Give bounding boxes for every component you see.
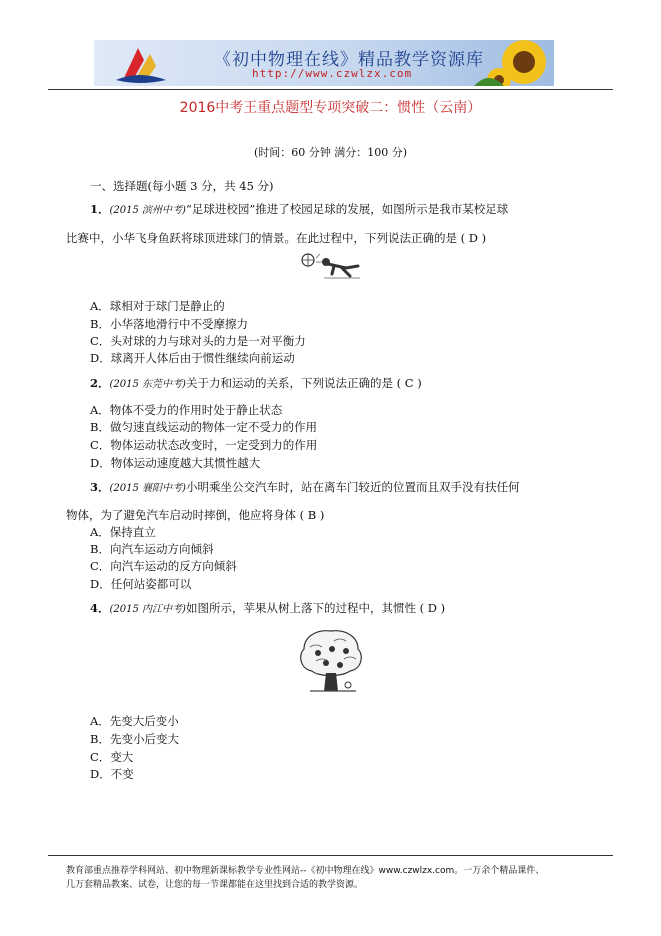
page-footer [66,864,606,892]
question-3-stem-line-1: 3．(2015 襄阳中考)小明乘坐公交汽车时，站在离车门较近的位置而且双手没有扶任何 [90,480,520,494]
footer-line-2: 几万套精品教案、试卷，让您的每一节课都能在这里找到合适的教学资源。 [66,880,364,890]
apple-tree-figure [296,627,366,695]
document-title: 2016中考王重点题型专项突破二：惯性（云南） [179,100,482,116]
question-3-option-c: C．向汽车运动的反方向倾斜 [90,559,237,573]
footer-rule [48,855,613,856]
question-1-option-d: D．球离开人体后由于惯性继续向前运动 [90,351,295,365]
question-4-stem: 4．(2015 内江中考)如图所示，苹果从树上落下的过程中，其惯性 ( D ) [90,601,446,615]
question-number: 3 [90,480,99,494]
question-4-option-d: D．不变 [90,767,134,781]
footer-line-1: 教育部重点推荐学科网站、初中物理新课标教学专业性网站--《初中物理在线》www.czwlzx.com。一万余个精品课件、 [66,866,545,876]
question-source: (2015 内江中考) [109,604,186,615]
question-3-option-a: A．保持直立 [90,525,156,539]
question-2-option-a: A．物体不受力的作用时处于静止状态 [90,403,283,417]
question-1-option-c: C．头对球的力与球对头的力是一对平衡力 [90,334,306,348]
section-heading: 一、选择题(每小题 3 分，共 45 分) [90,179,274,193]
soccer-header-figure [298,250,362,282]
banner-title: 《初中物理在线》精品教学资源库 [214,50,484,70]
question-4-option-a: A．先变大后变小 [90,714,179,728]
question-number: 1 [90,202,99,216]
question-number: 4 [90,601,99,615]
question-source: (2015 东莞中考) [109,379,186,390]
question-source: (2015 滨州中考) [109,205,186,216]
header-banner [94,40,554,86]
site-logo [116,48,166,83]
question-3-stem-line-2: 物体，为了避免汽车启动时摔倒，他应将身体 ( B ) [66,508,325,522]
question-1-stem-line-1: 1．(2015 滨州中考)“足球进校园”推进了校园足球的发展，如图所示是我市某校足球 [90,202,509,216]
question-1-option-a: A．球相对于球门是静止的 [90,299,225,313]
question-source: (2015 襄阳中考) [109,483,186,494]
question-2-stem: 2．(2015 东莞中考)关于力和运动的关系，下列说法正确的是 ( C ) [90,376,422,390]
question-1-stem-line-2: 比赛中，小华飞身鱼跃将球顶进球门的情景。在此过程中，下列说法正确的是 ( D ) [66,231,487,245]
question-1-option-b: B．小华落地滑行中不受摩擦力 [90,317,248,331]
question-2-option-c: C．物体运动状态改变时，一定受到力的作用 [90,438,318,452]
header-rule [48,89,613,90]
question-2-option-d: D．物体运动速度越大其惯性越大 [90,456,261,470]
question-4-option-c: C．变大 [90,750,134,764]
question-number: 2 [90,376,99,390]
question-4-option-b: B．先变小后变大 [90,732,179,746]
banner-url: http://www.czwlzx.com [252,67,413,80]
sunflower-icon [474,40,546,86]
question-3-option-d: D．任何站姿都可以 [90,577,192,591]
question-3-option-b: B．向汽车运动方向倾斜 [90,542,214,556]
exam-meta: (时间：60 分钟 满分：100 分) [253,146,408,159]
question-2-option-b: B．做匀速直线运动的物体一定不受力的作用 [90,420,317,434]
